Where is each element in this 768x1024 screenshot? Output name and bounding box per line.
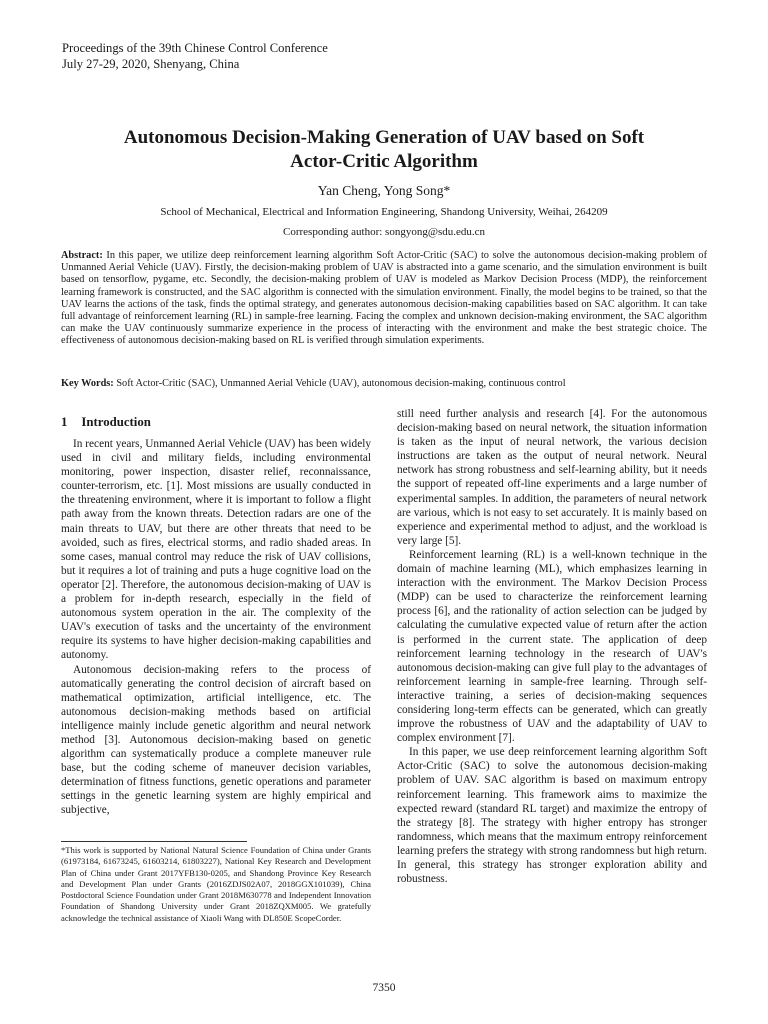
footnote: *This work is supported by National Natural Science Foundation of China under Grants (61973184, 61673245, 61603214, 61803227), National Key Research and Development Plan of China under Grant 2017YFB130-0205, and Shandong Province Key Research and Development Plan under Grants (2016ZDJS02A07, 2018GGX101039), China Postdoctoral Science Foundation under Grant 2018M630778 and Independent Innovation Foundation of Shandong University under Grant 2018ZQXM005. We gratefully acknowledge the technical assistance of Xiaoli Wang with DL850E ScopeCorder.: [61, 845, 371, 923]
section-heading-introduction: [61, 415, 151, 430]
footnote-rule: [61, 841, 247, 842]
paragraph: Autonomous decision-making refers to the process of automatically generating the control decision of aircraft based on mathematical optimization, artificial intelligence, etc. The autonomous decision-making methods based on artificial intelligence mainly include genetic algorithm and neural network method [3]. Autonomous decision-making based on genetic algorithm can systematically produce a complete maneuver rule base, but the coding scheme of maneuver decision variables, determination of fitness functions, genetic operations and parameter settings in the genetic learning system are highly empirical and subjective,: [61, 663, 371, 817]
left-column: [61, 437, 371, 818]
paper-title: [60, 126, 708, 174]
paper-title-line-1: Autonomous Decision-Making Generation of UAV based on Soft: [123, 127, 645, 148]
page-number: 7350: [372, 982, 396, 994]
keywords-label: Key Words:: [61, 378, 114, 389]
authors: Yan Cheng, Yong Song*: [317, 183, 451, 198]
abstract-text: In this paper, we utilize deep reinforcement learning algorithm Soft Actor-Critic (SAC) to solve the autonomous decision-making problem of Unmanned Aerial Vehicle (UAV). Firstly, the decision-making problem of UAV is abstracted into a game scenario, and the simulation environment is built based on tensorflow, pygame, etc. Secondly, the decision-making problem of UAV is modeled as Markov Decision Process (MDP), the reinforcement learning framework is constructed, and the SAC algorithm is connected with the simulation environment. Finally, the model begins to be trained, so that the UAV learns the actions of the task, finds the optimal strategy, and generates autonomous decision-making capabilities based on SAC algorithm. It can take full advantage of reinforcement learning (RL) in sample-free learning. Facing the complex and unknown decision-making environment, the SAC algorithm can make the UAV continuously summarize experience in the process of interacting with the environment and make the best strategic choice. The effectiveness of autonomous decision-making based on RL is verified through simulation experiments.: [61, 250, 708, 347]
proceedings-line-1: Proceedings of the 39th Chinese Control Conference: [62, 41, 328, 55]
proceedings-line-2: July 27-29, 2020, Shenyang, China: [62, 57, 240, 71]
right-column: [397, 407, 707, 886]
keywords: [61, 378, 707, 390]
abstract: [61, 250, 707, 348]
paragraph: In this paper, we use deep reinforcement learning algorithm Soft Actor-Critic (SAC) to solve the autonomous decision-making problem of UAV. SAC algorithm is based on maximum entropy reinforcement learning. This framework aims to maximize the expected reward (standard RL target) and maximize the entropy of the strategy [8]. The strategy with higher entropy has stronger randomness, which means that the maximum entropy reinforcement learning prefers the strategy with strong randomness but high return. In general, this strategy has stronger exploration ability and robustness.: [397, 746, 707, 886]
section-title: Introduction: [81, 415, 151, 429]
abstract-label: Abstract:: [61, 250, 103, 261]
keywords-text: Soft Actor-Critic (SAC), Unmanned Aerial Vehicle (UAV), autonomous decision-making, continuous control: [116, 378, 566, 389]
affiliation: School of Mechanical, Electrical and Information Engineering, Shandong University, Weihai, 264209: [160, 206, 608, 218]
proceedings-header: [62, 40, 328, 72]
section-number: 1: [61, 415, 68, 429]
paragraph: In recent years, Unmanned Aerial Vehicle (UAV) has been widely used in civil and military fields, including environmental monitoring, power inspection, disaster relief, reconnaissance, counter-terrorism, etc. [1]. Most missions are usually conducted in the threatening environment, where it is important to follow a flight path away from the known threats. Detection radars are one of the main threats to UAV, but there are other threats that need to be avoided, such as fires, electrical storms, and radio shaded areas. In some cases, manual control may reduce the risk of UAV collisions, but it requires a lot of training and puts a huge cognitive load on the operator [2]. Therefore, the autonomous decision-making of UAV is a problem for in-depth research, especially in the field of autonomous system operation in the air. The complexity of the UAV's execution of tasks and the uncertainty of the environment require its systems to have higher decision-making capabilities and autonomy.: [61, 438, 371, 662]
paragraph: still need further analysis and research [4]. For the autonomous decision-making based on neural network, the situation information is taken as the input of neural network, the various decision instructions are taken as the output of neural network. Neural network has strong robustness and self-learning ability, but it needs the support of repeated off-line experiments and a large number of experimental samples. In addition, the parameters of neural network are various, which is not easy to set accurately. It is mainly based on experience and experimental method to adjust, and the workload is very large [5].: [397, 408, 707, 547]
paper-title-line-2: Actor-Critic Algorithm: [290, 151, 478, 172]
paragraph: Reinforcement learning (RL) is a well-known technique in the domain of machine learning (ML), which emphasizes learning in interaction with the environment. The Markov Decision Process (MDP) can be used to characterize the reinforcement learning process [6], and the rationality of action selection can be judged by calculating the cumulative expected value of return after the action is performed in the current state. The application of deep reinforcement learning technology in the research of UAV's autonomous decision-making can give full play to the advantages of reinforcement learning in sample-free learning. Through self-interactive training, a series of decision-making sequences considering long-term effects can be generated, which can greatly improve the robustness of UAV and the adaptability of UAV to complex environment [7].: [397, 548, 707, 745]
corresponding-author: Corresponding author: songyong@sdu.edu.cn: [283, 226, 485, 238]
